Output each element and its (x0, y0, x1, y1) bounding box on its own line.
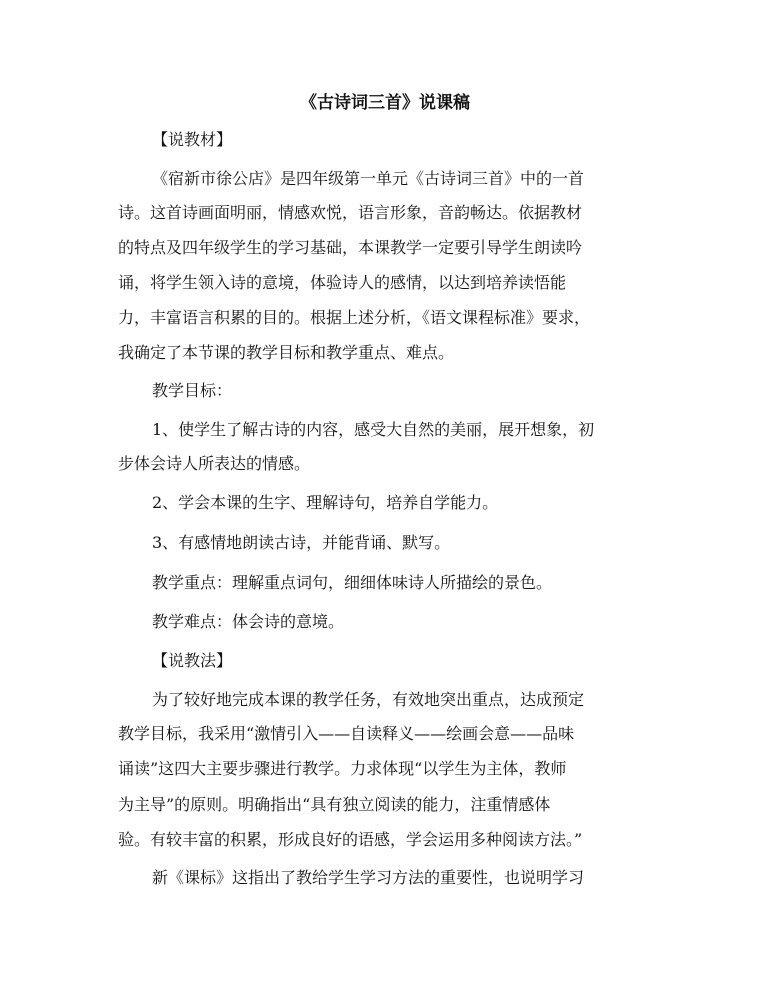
paragraph-line: 我确定了本节课的教学目标和教学重点、难点。 (118, 343, 455, 362)
paragraph-line: 诵读”这四大主要步骤进行教学。力求体现“以学生为主体，教师 (118, 759, 567, 778)
goal-item-1: 1、使学生了解古诗的内容，感受大自然的美丽，展开想象，初 (152, 420, 595, 439)
goal-item-3: 3、有感情地朗读古诗，并能背诵、默写。 (152, 533, 451, 552)
paragraph-line: 新《课标》这指出了教给学生学习方法的重要性，也说明学习 (152, 868, 585, 887)
section-heading-teaching-material: 【说教材】 (152, 130, 233, 149)
paragraph-line: 的特点及四年级学生的学习基础，本课教学一定要引导学生朗读吟 (118, 238, 583, 257)
paragraph-line: 《宿新市徐公店》是四年级第一单元《古诗词三首》中的一首 (152, 169, 585, 188)
paragraph-line: 验。有较丰富的积累，形成良好的语感，学会运用多种阅读方法。” (118, 830, 583, 849)
teaching-difficulty: 教学难点：体会诗的意境。 (152, 612, 345, 631)
paragraph-line: 诗。这首诗画面明丽，情感欢悦，语言形象，音韵畅达。依据教材 (118, 203, 583, 222)
document-title: 《古诗词三首》说课稿 (300, 93, 470, 113)
paragraph-line: 力，丰富语言积累的目的。根据上述分析，《语文课程标准》要求， (118, 308, 591, 327)
paragraph-line: 为了较好地完成本课的教学任务，有效地突出重点，达成预定 (152, 690, 585, 709)
section-heading-teaching-method: 【说教法】 (152, 651, 233, 670)
paragraph-line: 教学目标，我采用“激情引入——自读释义——绘画会意——品味 (118, 724, 575, 743)
subheading-teaching-goals: 教学目标： (152, 381, 233, 400)
teaching-key-point: 教学重点：理解重点词句，细细体味诗人所描绘的景色。 (152, 573, 553, 592)
paragraph-line: 为主导”的原则。明确指出“具有独立阅读的能力，注重情感体 (118, 795, 551, 814)
goal-item-1-continued: 步体会诗人所表达的情感。 (118, 454, 311, 473)
paragraph-line: 诵，将学生领入诗的意境，体验诗人的感情，以达到培养读悟能 (118, 273, 567, 292)
goal-item-2: 2、学会本课的生字、理解诗句，培养自学能力。 (152, 493, 499, 512)
